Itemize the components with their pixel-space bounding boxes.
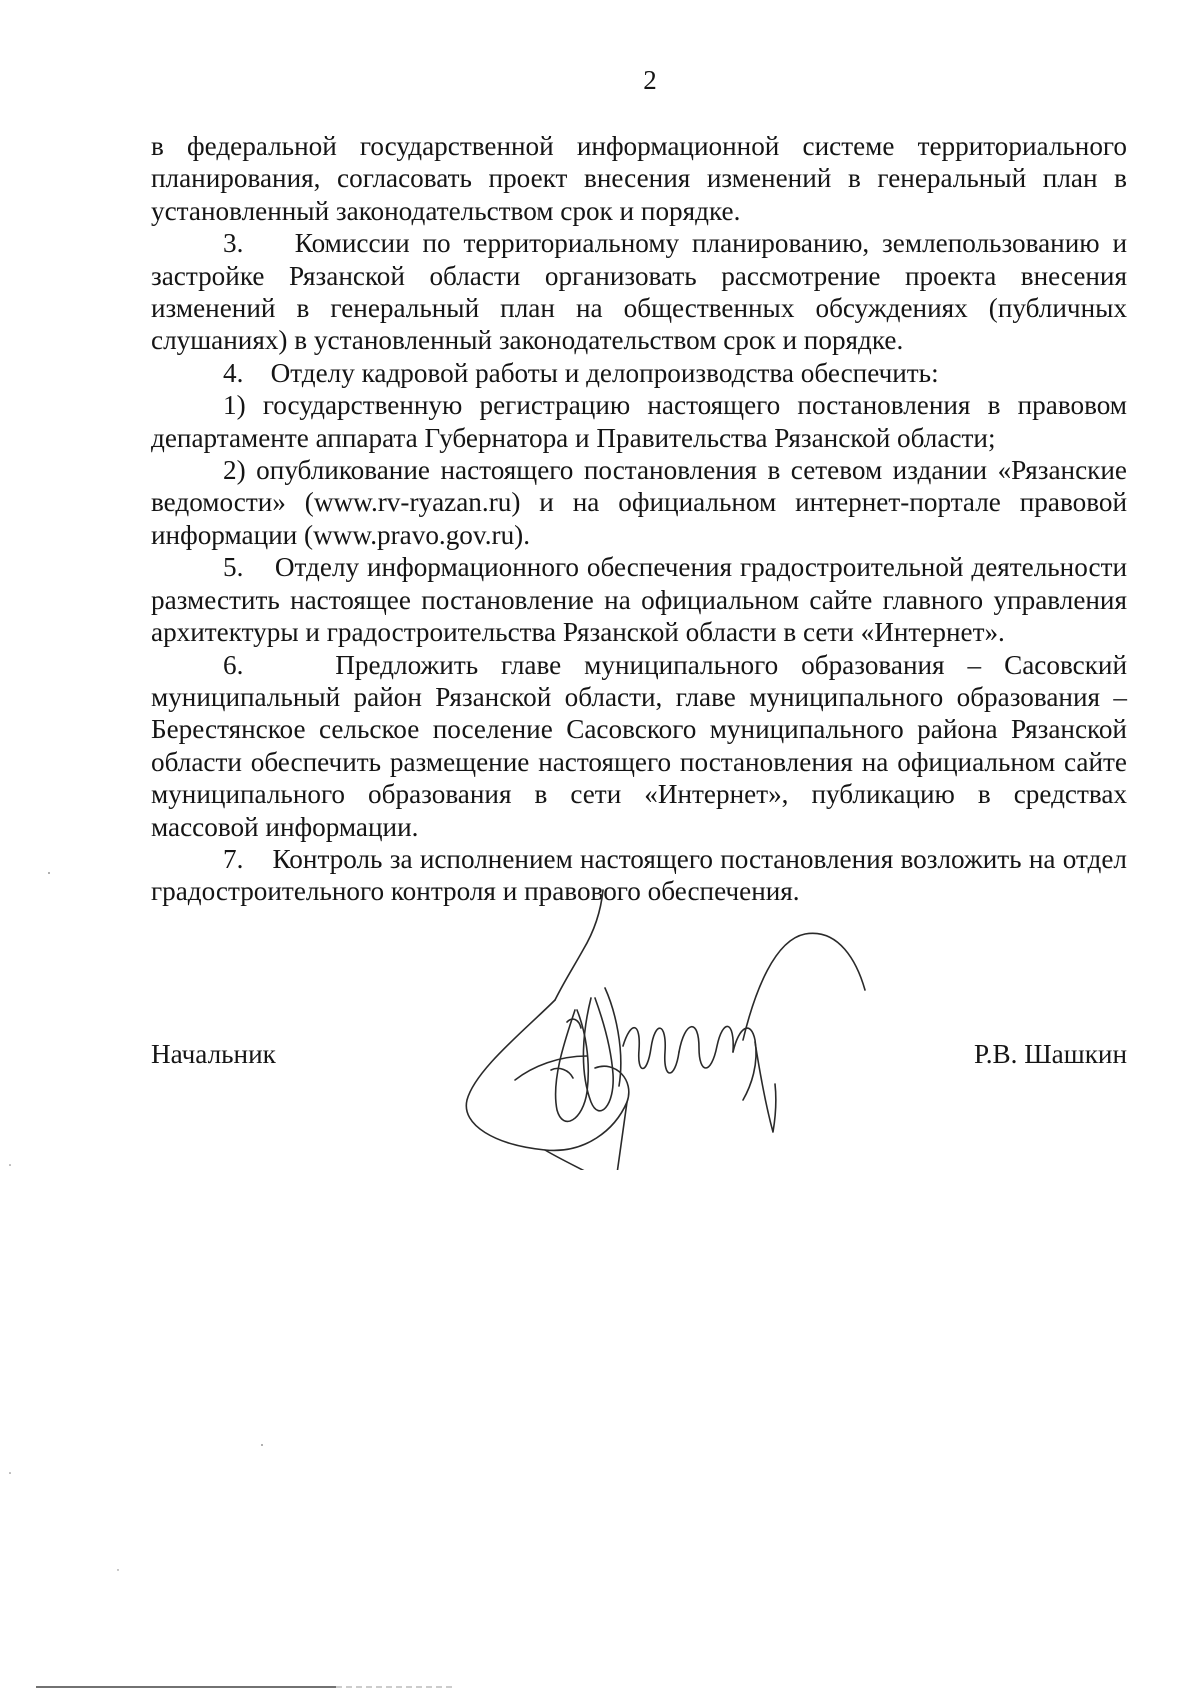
footer-rule [36,1686,456,1688]
signatory-title: Начальник [151,1039,276,1069]
handwritten-signature [455,870,915,1170]
paragraph-continuation: в федеральной государственной информационной системе территориального планирования, согласовать проект внесения изменений в генеральный план в установленный законодательством срок и порядке. [151,131,1127,226]
paragraph-item-6: 6. Предложить главе муниципального образования – Сасовский муниципальный район Рязанской области, главе муниципального образования – Берестянское сельское поселение Сасовского муниципального района Рязанской области обеспечить размещение настоящего постановления на официальном сайте муниципального образования в сети «Интернет», публикацию в средствах массовой информации. [151,649,1127,842]
paragraph-item-5: 5. Отделу информационного обеспечения градостроительной деятельности разместить настоящее постановление на официальном сайте главного управления архитектуры и градостроительства Рязанской области в сети «Интернет». [151,552,1127,648]
signatory-name: Р.В. Шашкин [974,1039,1127,1069]
paragraph-item-4-1: 1) государственную регистрацию настоящего постановления в правовом департаменте аппарата Губернатора и Правительства Рязанской области; [151,390,1127,453]
paragraph-item-3: 3. Комиссии по территориальному планированию, землепользованию и застройке Рязанской области организовать рассмотрение проекта внесения изменений в генеральный план на общественных обсуждениях (публичных слушаниях) в установленный законодательством срок и порядке. [151,228,1127,356]
page-number: 2 [643,65,657,95]
paragraph-item-4: 4. Отделу кадровой работы и делопроизводства обеспечить: [223,357,939,388]
paragraph-item-4-2: 2) опубликование настоящего постановления в сетевом издании «Рязанские ведомости» (www.rv-ryazan.ru) и на официальном интернет-портале правовой информации (www.pravo.gov.ru). [151,455,1127,550]
paragraph-item-7: 7. Контроль за исполнением настоящего постановления возложить на отдел градостроительного контроля и правового обеспечения. [151,843,1127,907]
document-body [151,130,1127,908]
